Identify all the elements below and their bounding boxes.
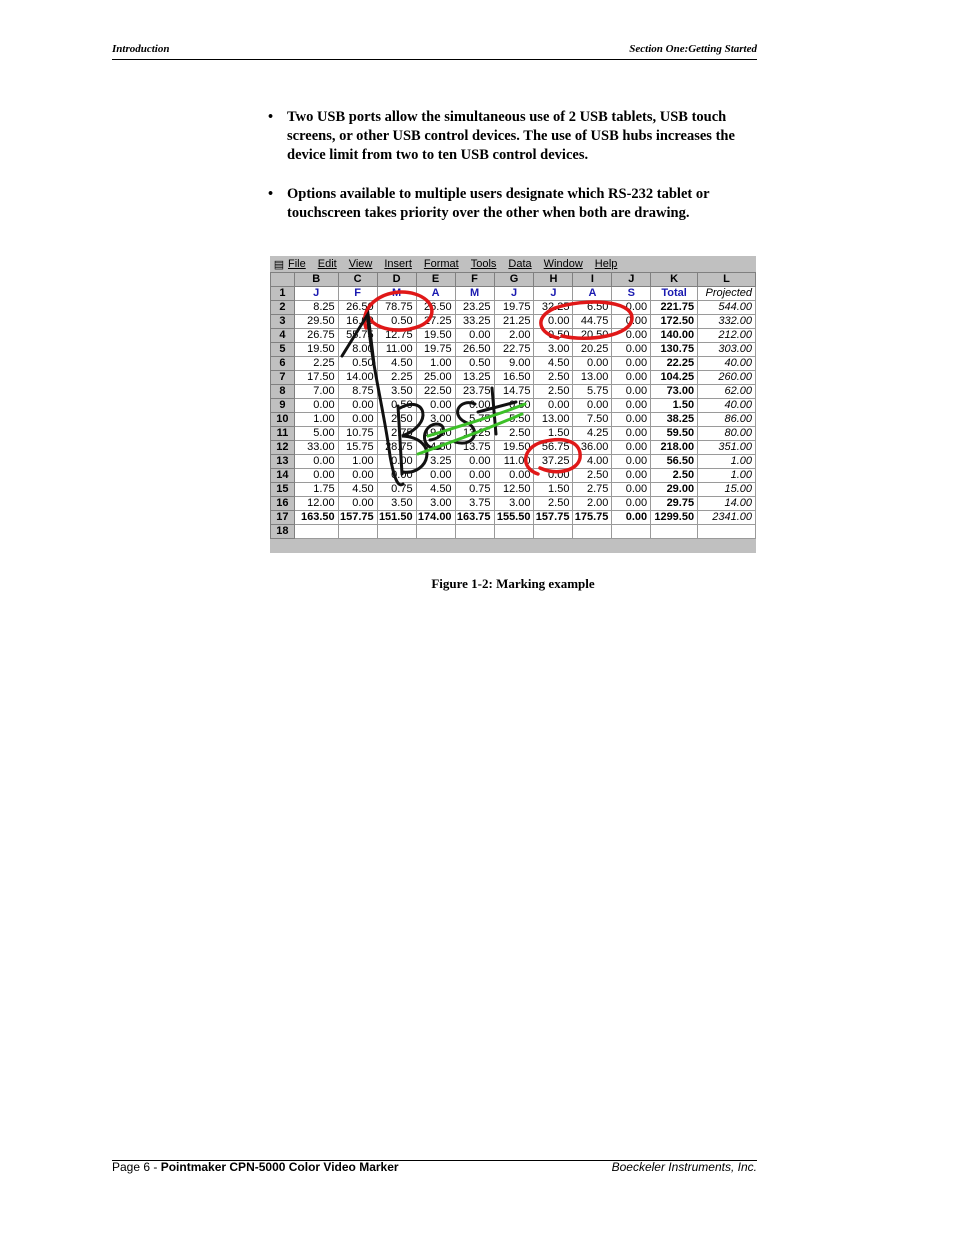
footer-title: Pointmaker CPN-5000 Color Video Marker <box>160 1160 399 1174</box>
menu-tools[interactable]: Tools <box>470 258 497 270</box>
cell[interactable]: 7.50 <box>573 413 612 427</box>
row-header[interactable]: 17 <box>271 511 295 525</box>
cell[interactable]: 0.00 <box>573 399 612 413</box>
cell[interactable]: 0.00 <box>612 385 651 399</box>
row-header[interactable]: 4 <box>271 329 295 343</box>
total-cell[interactable]: 163.50 <box>294 511 338 525</box>
cell[interactable]: 0.50 <box>377 315 416 329</box>
cell[interactable]: 218.00 <box>651 441 698 455</box>
cell[interactable]: 1.50 <box>534 427 573 441</box>
table-row <box>271 301 756 315</box>
cell[interactable]: 2.50 <box>494 427 534 441</box>
cell[interactable]: 0.00 <box>612 497 651 511</box>
cell[interactable]: 130.75 <box>651 343 698 357</box>
cell[interactable]: 0.00 <box>377 455 416 469</box>
cell[interactable] <box>416 525 455 539</box>
column-header[interactable]: E <box>416 273 455 287</box>
cell[interactable]: Projected <box>698 287 756 301</box>
cell[interactable]: 3.00 <box>534 343 573 357</box>
cell[interactable]: 0.75 <box>455 483 494 497</box>
cell[interactable]: 0.00 <box>534 315 573 329</box>
cell[interactable]: M <box>455 287 494 301</box>
cell[interactable]: 0.00 <box>612 329 651 343</box>
cell[interactable]: 4.50 <box>416 483 455 497</box>
menu-help[interactable]: Help <box>594 258 618 270</box>
cell[interactable]: 0.00 <box>294 469 338 483</box>
cell[interactable]: 1.00 <box>416 357 455 371</box>
cell[interactable]: 40.00 <box>698 357 756 371</box>
menu-insert[interactable]: Insert <box>384 258 412 270</box>
cell[interactable]: 22.50 <box>416 385 455 399</box>
cell[interactable]: A <box>573 287 612 301</box>
cell[interactable]: 2.75 <box>573 483 612 497</box>
table-row <box>271 483 756 497</box>
cell[interactable]: 0.00 <box>294 399 338 413</box>
total-cell[interactable]: 155.50 <box>494 511 534 525</box>
cell[interactable] <box>573 525 612 539</box>
cell[interactable]: 37.25 <box>534 455 573 469</box>
row-header[interactable]: 5 <box>271 343 295 357</box>
cell[interactable]: 10.75 <box>338 427 377 441</box>
cell[interactable]: 0.00 <box>416 399 455 413</box>
cell[interactable] <box>377 525 416 539</box>
cell[interactable]: 16.50 <box>494 371 534 385</box>
total-cell[interactable]: 175.75 <box>573 511 612 525</box>
cell[interactable]: 0.00 <box>612 343 651 357</box>
cell[interactable]: 19.50 <box>416 427 455 441</box>
cell[interactable]: 0.00 <box>338 399 377 413</box>
menu-data[interactable]: Data <box>508 258 532 270</box>
cell[interactable]: 0.00 <box>612 301 651 315</box>
menu-format[interactable]: Format <box>423 258 459 270</box>
cell[interactable]: 29.50 <box>294 315 338 329</box>
cell[interactable]: 22.75 <box>494 343 534 357</box>
cell[interactable]: 13.75 <box>455 441 494 455</box>
row-header[interactable]: 14 <box>271 469 295 483</box>
cell[interactable]: 23.25 <box>455 301 494 315</box>
cell[interactable]: 212.00 <box>698 329 756 343</box>
bullet-multi-user: • Options available to multiple users designate which RS-232 tablet or touchscreen takes priority over the other when both are drawing. <box>268 185 748 223</box>
row-header[interactable]: 18 <box>271 525 295 539</box>
cell[interactable]: 0.50 <box>494 399 534 413</box>
cell[interactable]: 2.25 <box>377 371 416 385</box>
table-row <box>271 357 756 371</box>
cell[interactable]: M <box>377 287 416 301</box>
cell[interactable]: 29.75 <box>651 497 698 511</box>
cell[interactable]: 0.00 <box>612 413 651 427</box>
cell[interactable]: 0.00 <box>455 469 494 483</box>
total-cell[interactable]: 163.75 <box>455 511 494 525</box>
cell[interactable]: 0.50 <box>534 329 573 343</box>
cell[interactable]: 0.00 <box>612 399 651 413</box>
cell[interactable] <box>698 525 756 539</box>
cell[interactable]: 11.00 <box>494 455 534 469</box>
cell[interactable]: 59.50 <box>651 427 698 441</box>
total-cell[interactable]: 157.75 <box>338 511 377 525</box>
cell[interactable]: 62.00 <box>698 385 756 399</box>
cell[interactable]: 2.50 <box>651 469 698 483</box>
table-row <box>271 329 756 343</box>
cell[interactable]: 8.00 <box>338 343 377 357</box>
cell[interactable]: 3.00 <box>416 413 455 427</box>
row-header[interactable]: 6 <box>271 357 295 371</box>
cell[interactable]: 29.00 <box>651 483 698 497</box>
spreadsheet-menubar <box>270 256 756 272</box>
row-header[interactable]: 15 <box>271 483 295 497</box>
cell[interactable]: 5.00 <box>294 427 338 441</box>
cell[interactable]: A <box>416 287 455 301</box>
cell[interactable]: 0.00 <box>338 497 377 511</box>
workbook-icon: ▤ <box>273 258 285 271</box>
cell[interactable]: 0.00 <box>612 455 651 469</box>
cell[interactable]: 13.00 <box>573 371 612 385</box>
column-header[interactable]: I <box>573 273 612 287</box>
cell[interactable]: 140.00 <box>651 329 698 343</box>
cell[interactable]: 1.50 <box>534 483 573 497</box>
cell[interactable]: 15.75 <box>338 441 377 455</box>
cell[interactable]: 0.00 <box>455 455 494 469</box>
table-row <box>271 497 756 511</box>
cell[interactable]: 4.50 <box>534 357 573 371</box>
cell[interactable]: 1.75 <box>294 483 338 497</box>
cell[interactable]: 32.25 <box>534 301 573 315</box>
cell[interactable]: 3.75 <box>455 497 494 511</box>
column-header[interactable]: K <box>651 273 698 287</box>
cell[interactable]: 0.00 <box>534 469 573 483</box>
cell[interactable]: 12.75 <box>377 329 416 343</box>
cell[interactable]: 4.25 <box>573 427 612 441</box>
cell[interactable]: 0.75 <box>377 483 416 497</box>
total-cell[interactable]: 1299.50 <box>651 511 698 525</box>
cell[interactable]: 14.75 <box>494 385 534 399</box>
cell[interactable]: 16.00 <box>338 315 377 329</box>
table-row <box>271 455 756 469</box>
cell[interactable]: 14.50 <box>416 441 455 455</box>
cell[interactable]: 17.50 <box>294 371 338 385</box>
cell[interactable]: 12.00 <box>294 497 338 511</box>
cell[interactable] <box>534 525 573 539</box>
total-cell[interactable]: 151.50 <box>377 511 416 525</box>
cell[interactable]: 2.00 <box>494 329 534 343</box>
cell[interactable] <box>651 525 698 539</box>
cell[interactable]: 19.75 <box>494 301 534 315</box>
cell[interactable]: 13.00 <box>534 413 573 427</box>
cell[interactable]: 0.00 <box>612 357 651 371</box>
table-row <box>271 315 756 329</box>
cell[interactable]: 0.00 <box>494 469 534 483</box>
cell[interactable]: Total <box>651 287 698 301</box>
cell[interactable]: 33.00 <box>294 441 338 455</box>
table-row <box>271 343 756 357</box>
cell[interactable]: 86.00 <box>698 413 756 427</box>
total-cell[interactable]: 174.00 <box>416 511 455 525</box>
row-header[interactable]: 12 <box>271 441 295 455</box>
header-rule <box>112 59 757 60</box>
cell[interactable]: 0.00 <box>612 469 651 483</box>
cell[interactable]: 3.00 <box>416 497 455 511</box>
cell[interactable]: 2.75 <box>377 427 416 441</box>
cell[interactable]: 332.00 <box>698 315 756 329</box>
cell[interactable]: 15.00 <box>698 483 756 497</box>
menu-view[interactable]: View <box>348 258 373 270</box>
cell[interactable]: 0.00 <box>573 357 612 371</box>
cell[interactable]: 3.00 <box>494 497 534 511</box>
cell[interactable]: 78.75 <box>377 301 416 315</box>
cell[interactable]: 0.50 <box>455 357 494 371</box>
cell[interactable]: 5.75 <box>573 385 612 399</box>
cell[interactable]: 14.00 <box>338 371 377 385</box>
cell[interactable]: 0.00 <box>455 329 494 343</box>
cell[interactable]: 351.00 <box>698 441 756 455</box>
cell[interactable]: 1.00 <box>294 413 338 427</box>
menu-file[interactable]: File <box>288 258 306 270</box>
cell[interactable]: 13.25 <box>455 427 494 441</box>
menu-window[interactable]: Window <box>543 258 583 270</box>
row-header[interactable]: 9 <box>271 399 295 413</box>
menu-edit[interactable]: Edit <box>317 258 337 270</box>
cell[interactable] <box>338 525 377 539</box>
cell[interactable]: 2.50 <box>377 413 416 427</box>
table-row <box>271 385 756 399</box>
table-row <box>271 371 756 385</box>
cell[interactable] <box>612 525 651 539</box>
cell[interactable]: 26.50 <box>338 301 377 315</box>
cell[interactable]: 2.50 <box>534 371 573 385</box>
month-header-row <box>271 287 756 301</box>
cell[interactable]: 21.25 <box>494 315 534 329</box>
cell[interactable]: 26.50 <box>416 301 455 315</box>
running-header-left: Introduction <box>112 43 170 55</box>
cell[interactable]: J <box>534 287 573 301</box>
cell[interactable]: 3.50 <box>377 385 416 399</box>
cell[interactable]: 36.00 <box>573 441 612 455</box>
column-header[interactable] <box>271 273 295 287</box>
cell[interactable]: 1.00 <box>698 455 756 469</box>
row-header[interactable]: 13 <box>271 455 295 469</box>
table-row <box>271 399 756 413</box>
cell[interactable]: 25.00 <box>416 371 455 385</box>
total-cell[interactable]: 157.75 <box>534 511 573 525</box>
cell[interactable]: 38.25 <box>651 413 698 427</box>
cell[interactable]: F <box>338 287 377 301</box>
cell[interactable]: J <box>494 287 534 301</box>
cell[interactable]: 20.25 <box>573 343 612 357</box>
cell[interactable]: 1.00 <box>698 469 756 483</box>
row-header[interactable]: 1 <box>271 287 295 301</box>
cell[interactable]: 44.75 <box>573 315 612 329</box>
cell[interactable]: 7.00 <box>294 385 338 399</box>
cell[interactable]: 73.00 <box>651 385 698 399</box>
cell[interactable]: 1.00 <box>338 455 377 469</box>
cell[interactable]: 2.50 <box>534 385 573 399</box>
column-header[interactable]: D <box>377 273 416 287</box>
cell[interactable]: 33.25 <box>455 315 494 329</box>
cell[interactable]: 0.00 <box>338 469 377 483</box>
cell[interactable]: 19.75 <box>416 343 455 357</box>
table-row <box>271 525 756 539</box>
running-header-right: Section One:Getting Started <box>629 43 757 55</box>
cell[interactable]: 26.50 <box>455 343 494 357</box>
cell[interactable]: 19.50 <box>416 329 455 343</box>
feature-list <box>268 108 748 243</box>
row-header[interactable]: 16 <box>271 497 295 511</box>
cell[interactable]: 14.00 <box>698 497 756 511</box>
cell[interactable]: 0.50 <box>338 357 377 371</box>
cell[interactable]: 27.25 <box>416 315 455 329</box>
cell[interactable]: 5.75 <box>455 413 494 427</box>
cell[interactable]: 0.00 <box>612 315 651 329</box>
column-header[interactable]: G <box>494 273 534 287</box>
cell[interactable]: 0.00 <box>294 455 338 469</box>
table-row <box>271 427 756 441</box>
cell[interactable]: 26.75 <box>294 329 338 343</box>
cell[interactable]: 0.00 <box>612 371 651 385</box>
cell[interactable]: 0.00 <box>612 483 651 497</box>
footer-left <box>112 1160 399 1174</box>
cell[interactable]: 12.50 <box>494 483 534 497</box>
cell[interactable]: 0.00 <box>612 427 651 441</box>
cell[interactable]: 544.00 <box>698 301 756 315</box>
cell[interactable]: 221.75 <box>651 301 698 315</box>
cell[interactable]: 2.50 <box>573 469 612 483</box>
cell[interactable]: 4.50 <box>377 357 416 371</box>
cell[interactable]: 1.50 <box>651 399 698 413</box>
cell[interactable]: 0.00 <box>338 413 377 427</box>
table-row <box>271 469 756 483</box>
spreadsheet-figure <box>270 256 756 553</box>
cell[interactable]: J <box>294 287 338 301</box>
column-header[interactable]: F <box>455 273 494 287</box>
cell[interactable]: 2.25 <box>294 357 338 371</box>
column-header[interactable]: L <box>698 273 756 287</box>
cell[interactable]: 5.50 <box>494 413 534 427</box>
footer-company: Boeckeler Instruments, Inc. <box>611 1160 757 1174</box>
column-header[interactable]: B <box>294 273 338 287</box>
totals-row <box>271 511 756 525</box>
row-header[interactable]: 8 <box>271 385 295 399</box>
total-cell[interactable]: 0.00 <box>612 511 651 525</box>
cell[interactable]: 0.00 <box>377 469 416 483</box>
cell[interactable]: 55.75 <box>338 329 377 343</box>
cell[interactable]: 13.25 <box>455 371 494 385</box>
cell[interactable]: 19.50 <box>494 441 534 455</box>
table-row <box>271 441 756 455</box>
cell[interactable]: 260.00 <box>698 371 756 385</box>
cell[interactable]: 40.00 <box>698 399 756 413</box>
cell[interactable]: 22.25 <box>651 357 698 371</box>
footer-page: Page 6 - <box>112 1160 161 1174</box>
cell[interactable]: 20.50 <box>573 329 612 343</box>
cell[interactable]: 56.75 <box>534 441 573 455</box>
cell[interactable]: 0.00 <box>416 469 455 483</box>
cell[interactable]: 2.50 <box>534 497 573 511</box>
row-header[interactable]: 3 <box>271 315 295 329</box>
cell[interactable]: 23.75 <box>455 385 494 399</box>
cell[interactable]: S <box>612 287 651 301</box>
row-header[interactable]: 7 <box>271 371 295 385</box>
bullet-usb-ports: • Two USB ports allow the simultaneous use of 2 USB tablets, USB touch screens, or other USB control devices. The use of USB hubs increases the device limit from two to ten USB control devices. <box>268 108 748 165</box>
column-header[interactable]: C <box>338 273 377 287</box>
cell[interactable]: 28.75 <box>377 441 416 455</box>
figure-caption: Figure 1-2: Marking example <box>431 576 595 591</box>
table-row <box>271 413 756 427</box>
cell[interactable]: 0.00 <box>612 441 651 455</box>
cell[interactable]: 0.00 <box>455 399 494 413</box>
cell[interactable]: 56.50 <box>651 455 698 469</box>
cell[interactable] <box>294 525 338 539</box>
cell[interactable]: 2.00 <box>573 497 612 511</box>
cell[interactable]: 303.00 <box>698 343 756 357</box>
cell[interactable] <box>494 525 534 539</box>
cell[interactable]: 104.25 <box>651 371 698 385</box>
column-header[interactable]: J <box>612 273 651 287</box>
cell[interactable]: 0.50 <box>377 399 416 413</box>
cell[interactable]: 172.50 <box>651 315 698 329</box>
spreadsheet-grid <box>270 272 756 539</box>
cell[interactable]: 9.00 <box>494 357 534 371</box>
row-header[interactable]: 2 <box>271 301 295 315</box>
cell[interactable]: 0.00 <box>534 399 573 413</box>
cell[interactable]: 11.00 <box>377 343 416 357</box>
row-header[interactable]: 10 <box>271 413 295 427</box>
column-header[interactable]: H <box>534 273 573 287</box>
cell[interactable]: 19.50 <box>294 343 338 357</box>
cell[interactable]: 6.50 <box>573 301 612 315</box>
column-header-row <box>271 273 756 287</box>
cell[interactable] <box>455 525 494 539</box>
cell[interactable]: 80.00 <box>698 427 756 441</box>
cell[interactable]: 3.50 <box>377 497 416 511</box>
cell[interactable]: 8.25 <box>294 301 338 315</box>
cell[interactable]: 4.50 <box>338 483 377 497</box>
cell[interactable]: 8.75 <box>338 385 377 399</box>
cell[interactable]: 3.25 <box>416 455 455 469</box>
total-cell[interactable]: 2341.00 <box>698 511 756 525</box>
row-header[interactable]: 11 <box>271 427 295 441</box>
cell[interactable]: 4.00 <box>573 455 612 469</box>
